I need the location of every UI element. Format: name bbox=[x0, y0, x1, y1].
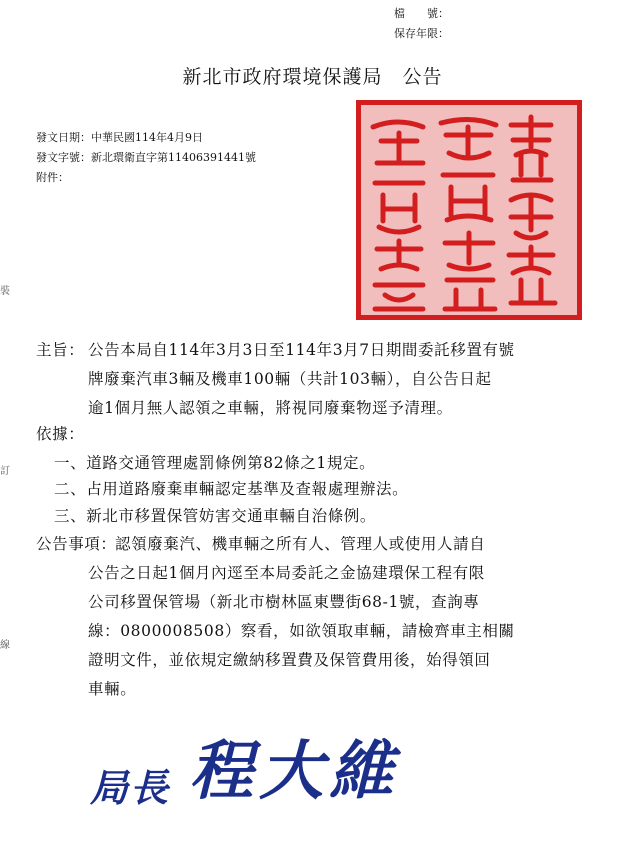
notice-line: 證明文件，並依規定繳納移置費及保管費用後，始得領回 bbox=[88, 651, 491, 669]
notice-line: 認領廢棄汽、機車輛之所有人、管理人或使用人請自 bbox=[115, 535, 486, 553]
subject-label: 主旨： bbox=[36, 341, 85, 359]
document-info bbox=[36, 128, 256, 188]
margin-mark-bind: 裝 bbox=[0, 286, 10, 297]
notice-line: 公司移置保管場（新北市樹林區東豐街68-1號，查詢專 bbox=[88, 593, 480, 611]
basis-item: 一、道路交通管理處罰條例第82條之1規定。 bbox=[54, 454, 376, 472]
notice-line: 公告之日起1個月內逕至本局委託之金協建環保工程有限 bbox=[88, 564, 485, 582]
subject-line: 逾1個月無人認領之車輛，將視同廢棄物逕予清理。 bbox=[88, 399, 453, 417]
document-title: 新北市政府環境保護局 公告 bbox=[182, 66, 443, 88]
subject-line: 公告本局自114年3月3日至114年3月7日期間委託移置有號 bbox=[88, 341, 515, 359]
document-number: 發文字號：新北環衛直字第11406391441號 bbox=[36, 151, 256, 164]
notice-line: 線：0800008508）察看，如欲領取車輛，請檢齊車主相關 bbox=[88, 622, 515, 640]
attachment-label: 附件： bbox=[36, 171, 69, 184]
notice-label: 公告事項： bbox=[36, 535, 117, 553]
file-number-label: 檔 號： bbox=[394, 7, 449, 20]
issue-date: 發文日期：中華民國114年4月9日 bbox=[36, 131, 203, 144]
margin-mark-line: 線 bbox=[0, 640, 10, 651]
notice-line: 車輛。 bbox=[88, 680, 137, 698]
director-name: 程大維 bbox=[189, 734, 400, 809]
director-title: 局長 bbox=[90, 765, 171, 810]
official-seal bbox=[356, 100, 582, 320]
seal-script-graphic bbox=[361, 105, 577, 315]
basis-item: 三、新北市移置保管妨害交通車輛自治條例。 bbox=[54, 507, 377, 525]
retention-period-label: 保存年限： bbox=[394, 27, 449, 40]
basis-label: 依據： bbox=[36, 425, 85, 443]
margin-mark-staple: 訂 bbox=[0, 466, 10, 477]
subject-line: 牌廢棄汽車3輛及機車100輛（共計103輛），自公告日起 bbox=[88, 370, 492, 388]
basis-item: 二、占用道路廢棄車輛認定基準及查報處理辦法。 bbox=[54, 480, 409, 498]
director-signature bbox=[90, 720, 399, 812]
